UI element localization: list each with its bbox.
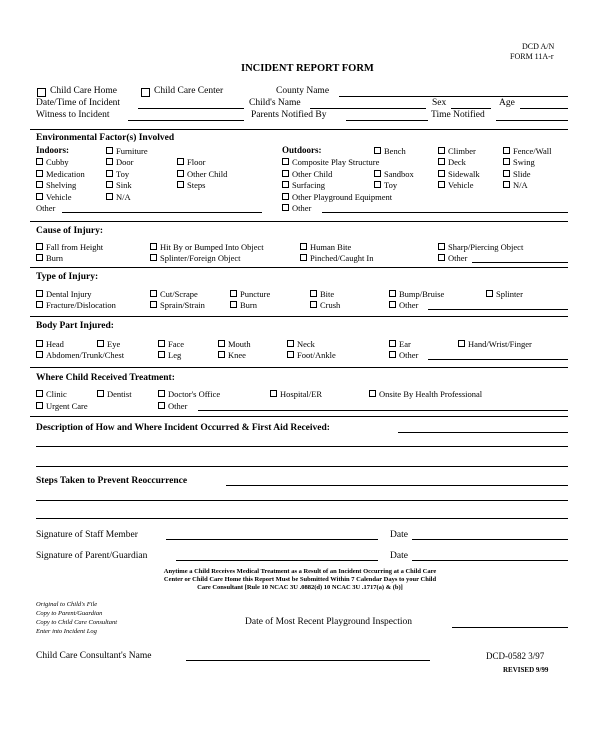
env-indoor-other-field[interactable] — [62, 212, 262, 213]
section-divider — [30, 367, 568, 368]
treatment-option[interactable]: Hospital/ER — [270, 389, 322, 399]
env-outdoor-option[interactable]: Other — [282, 203, 311, 213]
section-divider — [30, 221, 568, 222]
parent-signature-field[interactable] — [176, 560, 378, 561]
body-option[interactable]: Face — [158, 339, 184, 349]
body-option[interactable]: Eye — [97, 339, 120, 349]
treatment-option[interactable]: Doctor's Office — [158, 389, 220, 399]
county-name-field[interactable] — [339, 96, 568, 97]
type-option[interactable]: Cut/Scrape — [150, 289, 198, 299]
body-option[interactable]: Leg — [158, 350, 181, 360]
type-option[interactable]: Crush — [310, 300, 340, 310]
steps-heading: Steps Taken to Prevent Reoccurrence — [36, 476, 188, 486]
time-notified-field[interactable] — [496, 120, 568, 121]
env-outdoor-option[interactable]: Sandbox — [374, 169, 414, 179]
type-option[interactable]: Fracture/Dislocation — [36, 300, 116, 310]
time-notified-label: Time Notified — [431, 110, 485, 120]
parent-date-label: Date — [390, 551, 408, 561]
steps-line[interactable] — [36, 518, 568, 519]
treatment-heading: Where Child Received Treatment: — [36, 373, 175, 383]
body-option[interactable]: Mouth — [218, 339, 251, 349]
env-indoor-option[interactable]: Vehicle — [36, 192, 72, 202]
distribution-item: Copy to Child Care Consultant — [36, 619, 118, 626]
env-outdoor-option[interactable]: Surfacing — [282, 180, 325, 190]
treatment-option[interactable]: Other — [158, 401, 187, 411]
consultant-name-label: Child Care Consultant's Name — [36, 651, 152, 661]
cause-option[interactable]: Burn — [36, 253, 63, 263]
description-line[interactable] — [36, 466, 568, 467]
indoors-label: Indoors: — [36, 145, 70, 155]
cause-option[interactable]: Human Bite — [300, 242, 351, 252]
env-outdoor-option[interactable]: Composite Play Structure — [282, 157, 379, 167]
notice-line: Anytime a Child Receives Medical Treatment as a Result of an Incident Occurring at a Child Care — [163, 568, 437, 575]
notice-line: Care Consultant [Rule 10 NCAC 3U .0882(d) 10 NCAC 3U .1717(a) & (b)] — [197, 584, 403, 591]
env-outdoor-option[interactable]: Other Child — [282, 169, 332, 179]
childs-name-field[interactable] — [310, 108, 426, 109]
env-indoor-option[interactable]: Toy — [106, 169, 129, 179]
cause-other-field[interactable] — [472, 262, 568, 263]
env-outdoor-option[interactable]: Deck — [438, 157, 466, 167]
type-option[interactable]: Puncture — [230, 289, 270, 299]
witness-label: Witness to Incident — [36, 110, 110, 120]
type-option[interactable]: Dental Injury — [36, 289, 92, 299]
notice-line: Center or Child Care Home this Report Must be Submitted Within 7 Calendar Days to your Child — [163, 576, 437, 583]
child-care-home-label: Child Care Home — [50, 86, 118, 96]
treatment-option[interactable]: Onsite By Health Professional — [369, 389, 482, 399]
env-indoor-option[interactable]: Medication — [36, 169, 85, 179]
staff-signature-field[interactable] — [166, 539, 378, 540]
type-option[interactable]: Sprain/Strain — [150, 300, 205, 310]
treatment-option[interactable]: Clinic — [36, 389, 67, 399]
cause-option[interactable]: Sharp/Piercing Object — [438, 242, 523, 252]
distribution-item: Copy to Parent/Guardian — [36, 610, 103, 617]
distribution-item: Original to Child's File — [36, 601, 98, 608]
staff-signature-label: Signature of Staff Member — [36, 530, 138, 540]
parent-signature-label: Signature of Parent/Guardian — [36, 551, 148, 561]
body-option[interactable]: Abdomen/Trunk/Chest — [36, 350, 124, 360]
env-indoor-option[interactable]: Sink — [106, 180, 132, 190]
child-care-home-checkbox[interactable] — [37, 88, 46, 97]
consultant-name-field[interactable] — [186, 660, 430, 661]
type-option[interactable]: Bite — [310, 289, 334, 299]
env-outdoor-option[interactable]: Toy — [374, 180, 397, 190]
env-indoor-option[interactable]: Door — [106, 157, 133, 167]
page-title: INCIDENT REPORT FORM — [241, 63, 374, 74]
type-option[interactable]: Splinter — [486, 289, 523, 299]
env-indoor-option[interactable]: Cubby — [36, 157, 69, 167]
env-outdoor-option[interactable]: Fence/Wall — [503, 146, 552, 156]
cause-option[interactable]: Fall from Height — [36, 242, 103, 252]
treatment-option[interactable]: Dentist — [97, 389, 132, 399]
cause-option[interactable]: Pinched/Caught In — [300, 253, 374, 263]
body-other-field[interactable] — [428, 359, 568, 360]
type-option[interactable]: Other — [389, 300, 418, 310]
steps-line[interactable] — [226, 485, 568, 486]
section-divider — [30, 129, 568, 130]
parent-date-field[interactable] — [412, 560, 568, 561]
cause-option[interactable]: Other — [438, 253, 467, 263]
type-heading: Type of Injury: — [36, 272, 99, 282]
body-option[interactable]: Knee — [218, 350, 246, 360]
witness-field[interactable] — [128, 120, 244, 121]
env-outdoor-option[interactable]: N/A — [503, 180, 528, 190]
sex-label: Sex — [432, 98, 447, 108]
form-number: FORM 11A-r — [510, 52, 554, 61]
distribution-item: Enter into Incident Log — [36, 628, 97, 635]
body-heading: Body Part Injured: — [36, 321, 114, 331]
staff-date-field[interactable] — [412, 539, 568, 540]
env-indoor-option[interactable]: N/A — [106, 192, 131, 202]
cause-option[interactable]: Hit By or Bumped Into Object — [150, 242, 264, 252]
age-label: Age — [499, 98, 515, 108]
body-option[interactable]: Ear — [389, 339, 411, 349]
sex-field[interactable] — [451, 108, 491, 109]
env-indoor-other-label: Other — [36, 203, 56, 213]
description-line[interactable] — [36, 446, 568, 447]
treatment-option[interactable]: Urgent Care — [36, 401, 88, 411]
env-indoor-option[interactable]: Floor — [177, 157, 205, 167]
env-indoor-option[interactable]: Furniture — [106, 146, 148, 156]
env-outdoor-other-field[interactable] — [322, 212, 568, 213]
child-care-center-checkbox[interactable] — [141, 88, 150, 97]
childs-name-label: Child's Name — [249, 98, 301, 108]
body-option[interactable]: Hand/Wrist/Finger — [458, 339, 532, 349]
parents-notified-field[interactable] — [346, 120, 428, 121]
form-code: DCD A/N — [522, 42, 555, 51]
type-option[interactable]: Burn — [230, 300, 257, 310]
county-name-label: County Name — [276, 86, 330, 96]
env-indoor-option[interactable]: Shelving — [36, 180, 76, 190]
date-time-label: Date/Time of Incident — [36, 98, 121, 108]
footer-revised: REVISED 9/99 — [503, 666, 549, 674]
footer-code: DCD-0582 3/97 — [486, 651, 545, 661]
description-line[interactable] — [398, 432, 568, 433]
playground-inspection-field[interactable] — [452, 627, 568, 628]
body-option[interactable]: Foot/Ankle — [287, 350, 336, 360]
env-outdoor-option[interactable]: Sidewalk — [438, 169, 480, 179]
env-heading: Environmental Factor(s) Involved — [36, 133, 175, 143]
outdoors-label: Outdoors: — [282, 145, 322, 155]
body-option[interactable]: Neck — [287, 339, 315, 349]
date-time-field[interactable] — [138, 108, 244, 109]
section-divider — [30, 267, 568, 268]
section-divider — [30, 416, 568, 417]
body-option[interactable]: Other — [389, 350, 418, 360]
env-outdoor-option[interactable]: Vehicle — [438, 180, 474, 190]
env-indoor-option[interactable]: Steps — [177, 180, 205, 190]
env-outdoor-option[interactable]: Other Playground Equipment — [282, 192, 392, 202]
treatment-other-field[interactable] — [198, 410, 568, 411]
age-field[interactable] — [520, 108, 568, 109]
type-other-field[interactable] — [428, 309, 568, 310]
parents-notified-label: Parents Notified By — [251, 110, 327, 120]
env-outdoor-option[interactable]: Climber — [438, 146, 476, 156]
type-option[interactable]: Bump/Bruise — [389, 289, 444, 299]
cause-heading: Cause of Injury: — [36, 226, 104, 236]
env-outdoor-option[interactable]: Bench — [374, 146, 406, 156]
body-option[interactable]: Head — [36, 339, 64, 349]
env-indoor-option[interactable]: Other Child — [177, 169, 227, 179]
child-care-center-label: Child Care Center — [154, 86, 224, 96]
section-divider — [30, 316, 568, 317]
playground-inspection-label: Date of Most Recent Playground Inspection — [245, 617, 413, 627]
description-heading: Description of How and Where Incident Occurred & First Aid Received: — [36, 423, 330, 433]
steps-line[interactable] — [36, 500, 568, 501]
env-outdoor-option[interactable]: Slide — [503, 169, 530, 179]
env-outdoor-option[interactable]: Swing — [503, 157, 535, 167]
staff-date-label: Date — [390, 530, 408, 540]
cause-option[interactable]: Splinter/Foreign Object — [150, 253, 241, 263]
